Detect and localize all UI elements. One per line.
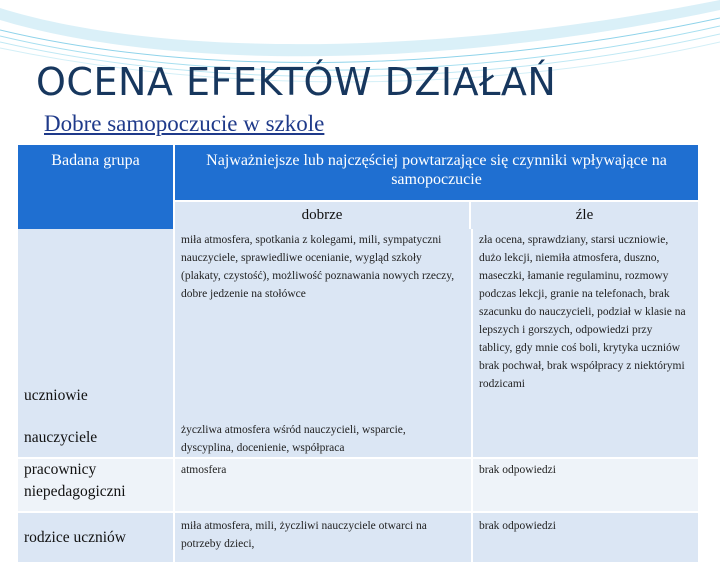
slide-title: OCENA EFEKTÓW DZIAŁAŃ [36, 60, 557, 104]
row-group: uczniowie [18, 229, 175, 419]
header-group: Badana grupa [18, 145, 175, 229]
row-bad-text: brak pochwał, brak współpracy z niektórymi rodzicami [479, 360, 685, 390]
header-main: Najważniejsze lub najczęściej powtarzające się czynniki wpływające na samopoczucie [175, 145, 698, 200]
table-row [18, 229, 698, 419]
row-bad-text: zła ocena, sprawdziany, starsi uczniowie, dużo lekcji, niemiła atmosfera, duszno, maseczki, łamanie regulaminu, rozmowy podczas lekcji, granie na telefonach, brak szacunku do nauczycieli, podział w klasie na lepszych i gorszych, odpowiedzi przy tablicy, gdy mnie coś boli, krytyka uczniów [479, 234, 686, 354]
row-good: miła atmosfera, mili, życzliwi nauczyciele otwarci na potrzeby dzieci, [175, 511, 471, 562]
row-group: pracownicy niepedagogiczni [18, 457, 175, 511]
table-row [18, 511, 698, 562]
header-good: dobrze [175, 200, 471, 229]
row-bad: brak odpowiedzi [471, 511, 698, 562]
row-good: miła atmosfera, spotkania z kolegami, mili, sympatyczni nauczyciele, sprawiedliwe ocenianie, wygląd szkoły (plakaty, czystość), możliwość poznawania nowych rzeczy, dobre jedzenie na stołówce [175, 229, 471, 419]
factors-table [18, 145, 698, 562]
slide-subtitle: Dobre samopoczucie w szkole [44, 111, 325, 136]
row-good: atmosfera [175, 457, 471, 511]
table-row [18, 457, 698, 511]
header-bad: źle [471, 200, 698, 229]
row-bad: brak odpowiedzi [471, 457, 698, 511]
row-group: nauczyciele [18, 419, 175, 457]
row-bad [471, 229, 698, 457]
row-good: życzliwa atmosfera wśród nauczycieli, wsparcie, dyscyplina, docenienie, współpraca [175, 419, 471, 457]
row-group: rodzice uczniów [18, 511, 175, 562]
